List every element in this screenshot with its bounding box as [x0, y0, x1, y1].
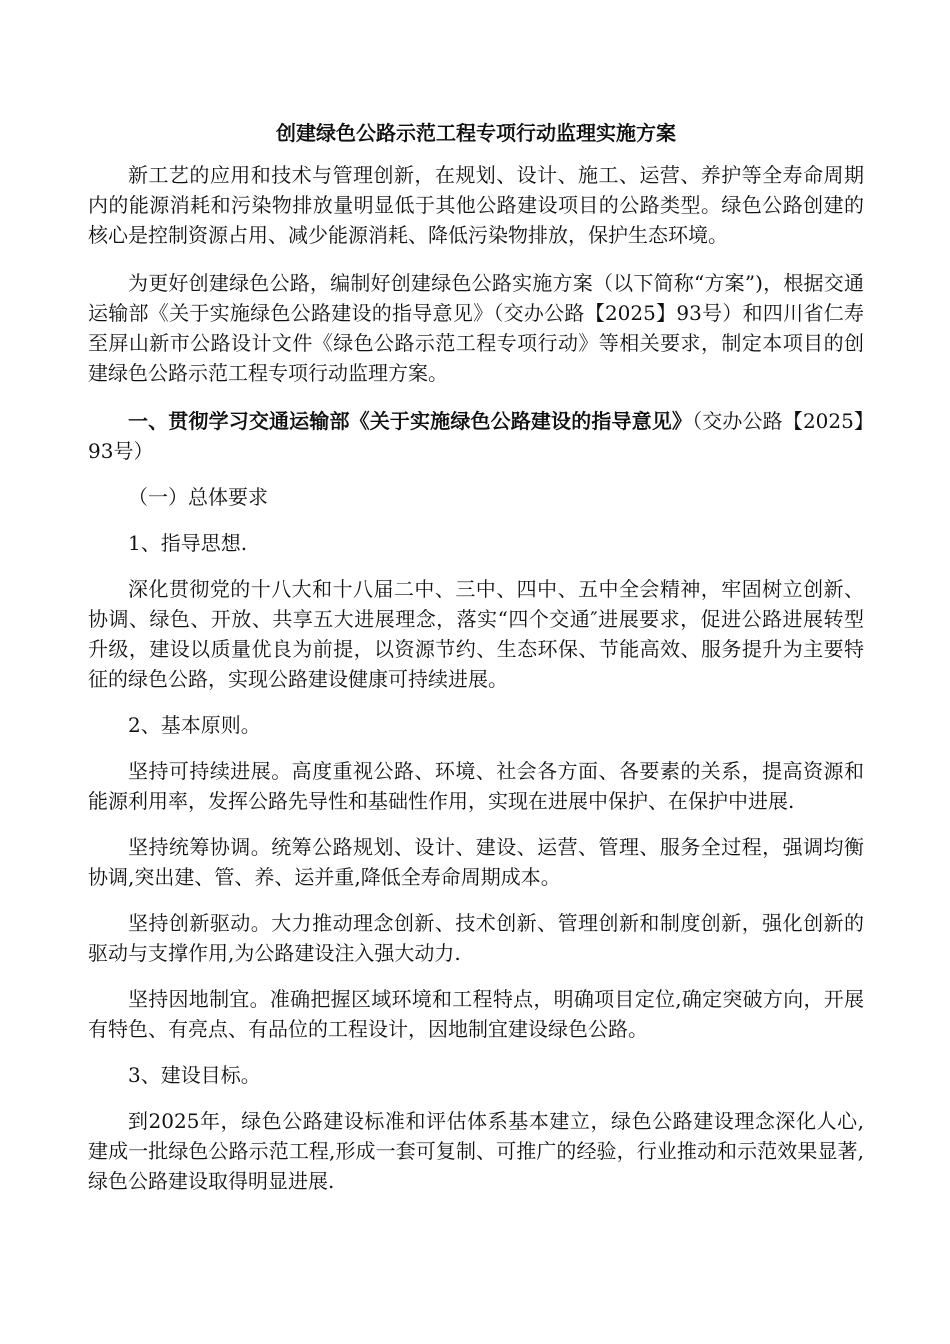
intro-paragraph-2: 为更好创建绿色公路，编制好创建绿色公路实施方案（以下简称“方案”)，根据交通运输部《关于实施绿色公路建设的指导意见》（交办公路【2025】93号）和四川省仁寿至屏山新市公路设计文件《绿色公路示范工程专项行动》等相关要求，制定本项目的创建绿色公路示范工程专项行动监理方案。: [88, 271, 864, 385]
section-1-heading-bold: 一、贯彻学习交通运输部《关于实施绿色公路建设的指导意见》: [128, 409, 693, 433]
intro-paragraph-1: 新工艺的应用和技术与管理创新，在规划、设计、施工、运营、养护等全寿命周期内的能源消耗和污染物排放量明显低于其他公路建设项目的公路类型。绿色公路创建的核心是控制资源占用、减少能源消耗、降低污染物排放，保护生态环境。: [88, 163, 864, 247]
item-2-heading: 2、基本原则。: [128, 713, 261, 737]
section-1-heading-rest: （交办公路【2025】93号）: [88, 409, 864, 463]
principle-paragraph-2: 坚持统筹协调。统筹公路规划、设计、建设、运营、管理、服务全过程，强调均衡协调,突出建、管、养、运并重,降低全寿命周期成本。: [88, 835, 864, 889]
item-3-paragraph: 到2025年，绿色公路建设标准和评估体系基本建立，绿色公路建设理念深化人心,建成一批绿色公路示范工程,形成一套可复制、可推广的经验，行业推动和示范效果显著,绿色公路建设取得明显进展.: [88, 1109, 864, 1193]
document-page: [88, 118, 864, 1196]
item-1-paragraph: 深化贯彻党的十八大和十八届二中、三中、四中、五中全会精神，牢固树立创新、协调、绿色、开放、共享五大进展理念，落实“四个交通″进展要求，促进公路进展转型升级，建设以质量优良为前提，以资源节约、生态环保、节能高效、服务提升为主要特征的绿色公路，实现公路建设健康可持续进展。: [88, 577, 864, 691]
subsection-heading: （一）总体要求: [128, 485, 268, 509]
section-1-heading: [88, 406, 864, 466]
document-title: 创建绿色公路示范工程专项行动监理实施方案: [276, 121, 676, 145]
item-3-heading: 3、建设目标。: [128, 1063, 261, 1087]
principle-paragraph-4: 坚持因地制宜。准确把握区域环境和工程特点，明确项目定位,确定突破方向，开展有特色、有亮点、有品位的工程设计，因地制宜建设绿色公路。: [88, 987, 864, 1041]
principle-paragraph-3: 坚持创新驱动。大力推动理念创新、技术创新、管理创新和制度创新，强化创新的驱动与支撑作用,为公路建设注入强大动力.: [88, 911, 864, 965]
item-1-heading: 1、指导思想.: [128, 531, 248, 555]
principle-paragraph-1: 坚持可持续进展。高度重视公路、环境、社会各方面、各要素的关系，提高资源和能源利用率，发挥公路先导性和基础性作用，实现在进展中保护、在保护中进展.: [88, 759, 864, 813]
